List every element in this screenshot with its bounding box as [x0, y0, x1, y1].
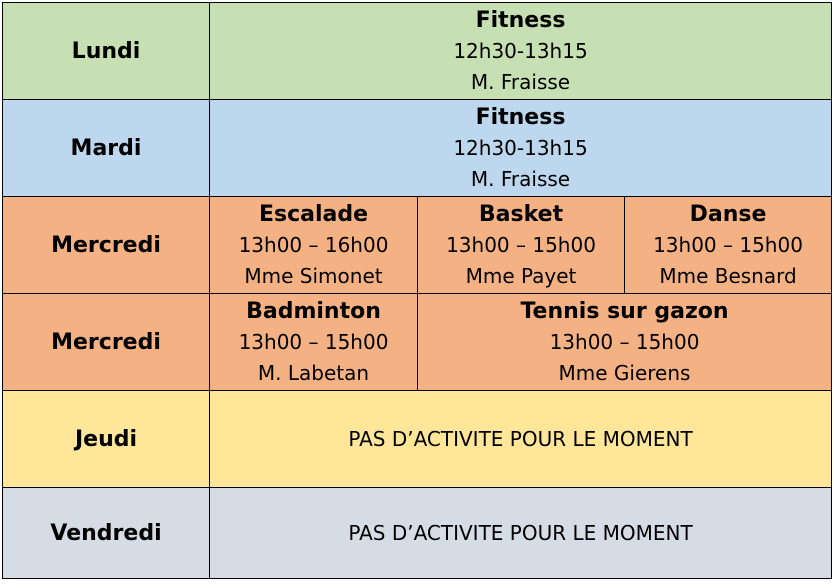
no-activity-message: PAS D’ACTIVITE POUR LE MOMENT: [348, 521, 693, 545]
activity-name: Escalade: [258, 201, 369, 227]
day-label: Vendredi: [50, 520, 162, 546]
schedule-table: [2, 2, 832, 579]
activity-time: 13h00 – 15h00: [653, 232, 803, 257]
day-label: Mercredi: [51, 232, 161, 258]
activity-cell: [210, 294, 418, 391]
day-cell: [3, 197, 210, 294]
activity-teacher: Mme Besnard: [659, 263, 797, 288]
activity-time: 13h00 – 15h00: [446, 232, 596, 257]
activity-name: Fitness: [475, 7, 566, 33]
activity-time: 12h30-13h15: [453, 38, 588, 63]
table-row-mercredi-1: [3, 197, 832, 294]
activity-time: 13h00 – 15h00: [549, 329, 700, 354]
activity-cell: [210, 197, 418, 294]
day-cell: [3, 488, 210, 579]
no-activity-cell: [210, 488, 832, 579]
activity-name: Danse: [689, 201, 767, 227]
activity-name: Badminton: [246, 298, 381, 324]
activity-time: 12h30-13h15: [453, 135, 588, 160]
activity-cell: [418, 294, 832, 391]
activity-name: Tennis sur gazon: [520, 298, 729, 324]
activity-name: Fitness: [475, 104, 566, 130]
activity-teacher: Mme Payet: [465, 263, 577, 288]
activity-cell: [625, 197, 832, 294]
activity-cell: [210, 3, 832, 100]
day-cell: [3, 100, 210, 197]
table-row-mardi: [3, 100, 832, 197]
activity-teacher: M. Labetan: [257, 360, 370, 385]
activity-time: 13h00 – 15h00: [238, 329, 389, 354]
activity-time: 13h00 – 16h00: [238, 232, 389, 257]
activity-teacher: Mme Simonet: [244, 263, 383, 288]
no-activity-message: PAS D’ACTIVITE POUR LE MOMENT: [348, 427, 693, 451]
table-row-lundi: [3, 3, 832, 100]
table-row-jeudi: [3, 391, 832, 488]
activity-name: Basket: [478, 201, 564, 227]
day-label: Lundi: [71, 38, 141, 64]
activity-teacher: Mme Gierens: [558, 360, 691, 385]
day-label: Mercredi: [51, 329, 161, 355]
no-activity-cell: [210, 391, 832, 488]
table-row-mercredi-2: [3, 294, 832, 391]
day-cell: [3, 391, 210, 488]
day-cell: [3, 294, 210, 391]
activity-cell: [418, 197, 625, 294]
day-label: Mardi: [70, 135, 142, 161]
table-row-vendredi: [3, 488, 832, 579]
activity-teacher: M. Fraisse: [470, 166, 571, 191]
activity-cell: [210, 100, 832, 197]
day-label: Jeudi: [74, 426, 138, 452]
day-cell: [3, 3, 210, 100]
activity-teacher: M. Fraisse: [470, 69, 571, 94]
